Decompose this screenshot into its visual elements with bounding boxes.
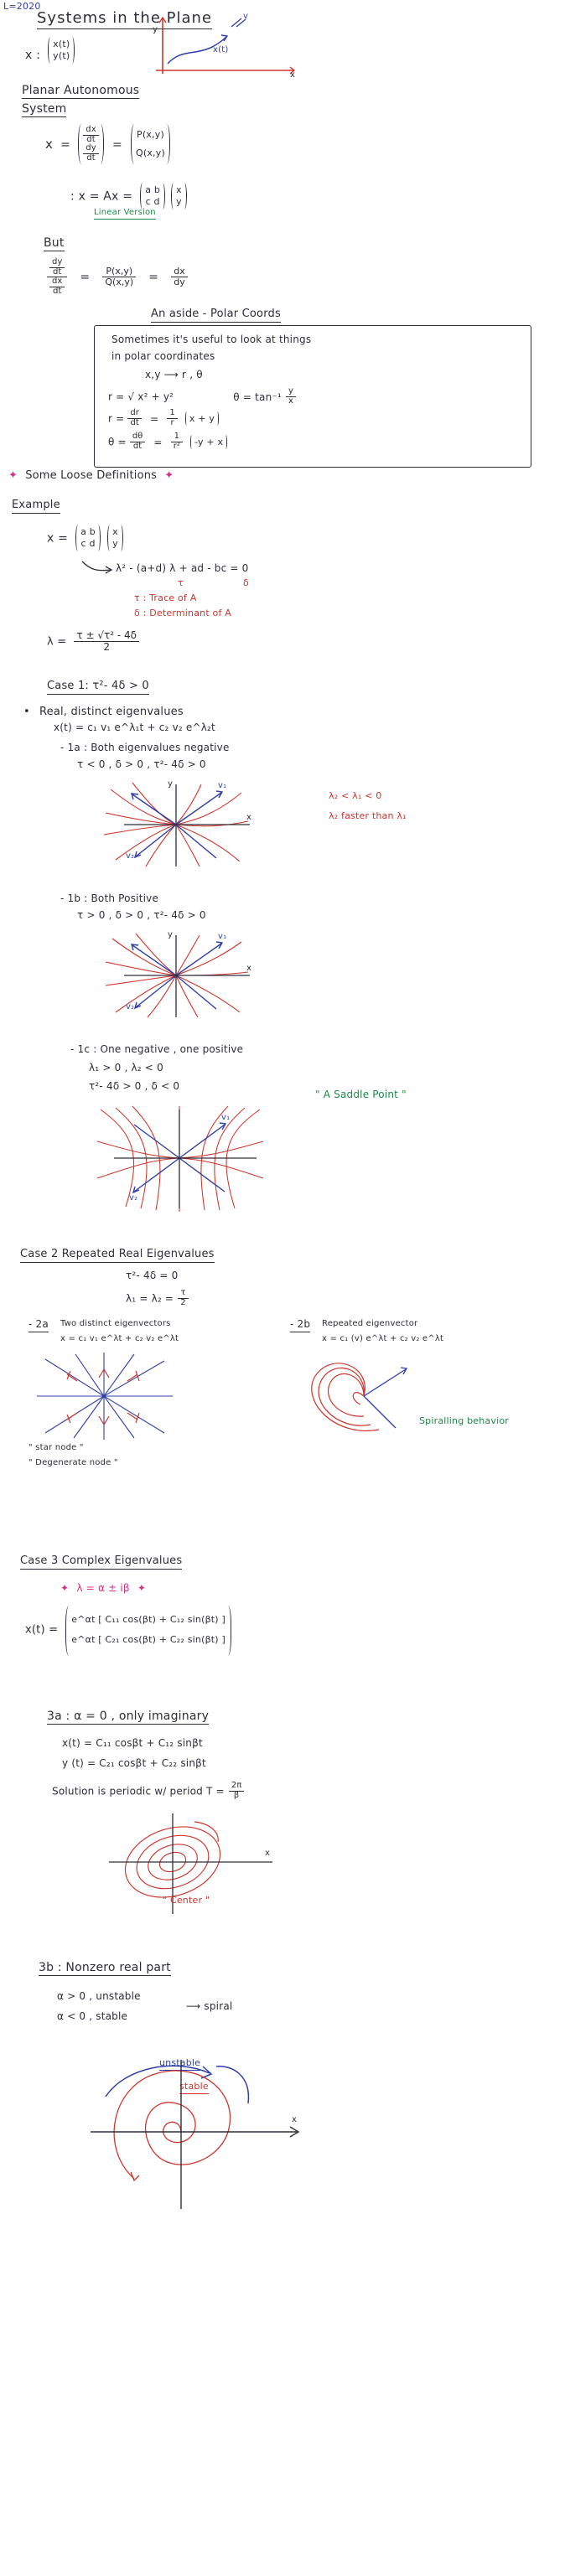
theta-frac-den: x (286, 396, 296, 406)
note-tau: τ : Trace of A (134, 592, 197, 603)
thetadot-lhs: θ = (108, 436, 130, 448)
dydt-over-dxdt (47, 258, 67, 296)
rdot-num: dr (130, 408, 139, 418)
slope-equation (47, 258, 188, 296)
lambda-num: τ ± √τ² - 4δ (76, 629, 137, 641)
case3a-line-2: y (t) = C₂₁ cosβt + C₂₂ sinβt (62, 1757, 206, 1769)
polar-coords-box (94, 325, 531, 468)
polar-line-2: in polar coordinates (111, 349, 215, 362)
vector-xy (171, 183, 187, 209)
tick-label: v (243, 12, 249, 21)
case3b-line-3: ⟶ spiral (186, 2000, 233, 2012)
stable-label: stable (179, 2082, 209, 2094)
period-num: 2π (231, 1781, 242, 1790)
polar-line-3: x,y ⟶ r , θ (145, 368, 203, 380)
rhs-row-1: P(x,y) (137, 129, 164, 141)
case3-subnote: λ = α ± iβ (76, 1582, 130, 1594)
case2b-eq: x = c₁ (v) e^λt + c₂ v₂ e^λt (322, 1334, 444, 1343)
case2-roots-den: 2 (178, 1298, 188, 1308)
rdot-bracket (185, 411, 219, 427)
lambda-formula (47, 630, 139, 652)
A-row-1: a b (145, 184, 161, 195)
case2b-note: Spiralling behavior (419, 1415, 509, 1426)
frac-dy-num: dy (86, 143, 96, 153)
case3-heading: Case 3 Complex Eigenvalues (20, 1555, 182, 1570)
case2-condition: τ²- 4δ = 0 (126, 1270, 179, 1281)
equals-1: = (80, 271, 91, 284)
phase-portrait-spiral (75, 2045, 310, 2221)
case3b-title: 3b : Nonzero real part (39, 1961, 171, 1976)
phase-plane-sketch-1 (134, 12, 302, 79)
case3-sol-row-2: e^αt [ C₂₁ cos(βt) + C₂₂ sin(βt) ] (71, 1633, 225, 1645)
lhs-derivative-matrix (78, 124, 104, 164)
v1-label-1b: v₁ (218, 932, 227, 941)
linear-version-note: Linear Version (94, 208, 156, 220)
vector-label: x : (25, 48, 41, 62)
phase-portrait-degenerate-node (302, 1351, 428, 1441)
definitions-heading: ✦ Some Loose Definitions ✦ (8, 469, 174, 482)
v2-label-1a: v₂ (126, 851, 135, 861)
page-title: Systems in the Plane (37, 10, 212, 29)
matrix-A (140, 183, 165, 209)
system-equation: x = $\frac{dx}{dt}$ $\frac{dy}{dt}$ = P(x,y) Q(x,y) (45, 124, 170, 164)
example-equation (47, 525, 123, 551)
thetadot-num: dθ (132, 432, 143, 442)
case2b-title: - 2b (290, 1319, 310, 1332)
rhs-row-2: Q(x,y) (136, 147, 165, 158)
y-label-1a: y (168, 779, 174, 789)
case1-heading: Case 1: τ²- 4δ > 0 (47, 680, 149, 695)
case3a-line-1: x(t) = C₁₁ cosβt + C₁₂ sinβt (62, 1737, 203, 1749)
rdot-eq: = (149, 412, 159, 425)
rdot-lhs: r = (108, 412, 128, 425)
lambda-den: 2 (74, 641, 139, 653)
case1c-note: " A Saddle Point " (315, 1089, 407, 1100)
rdot-den: dt (127, 418, 141, 428)
equals-2: = (148, 271, 159, 284)
frac-dt2-num: dt (83, 153, 99, 163)
case2a-title: - 2a (29, 1319, 49, 1332)
v1-label-1a: v₁ (218, 781, 227, 790)
example-lhs: x = (47, 531, 69, 546)
case1a-note-2: λ₂ faster than λ₁ (329, 810, 407, 821)
case1c-cond1: λ₁ > 0 , λ₂ < 0 (89, 1062, 163, 1073)
theta-frac (286, 387, 296, 406)
case2a-note-2: " Degenerate node " (29, 1458, 118, 1467)
example-heading: Example (12, 499, 60, 514)
rdot-coef-den: r (167, 418, 177, 428)
dt: dt (49, 267, 65, 277)
exv-row1: x (112, 526, 118, 537)
thetadot-bracket (190, 435, 227, 450)
phase-portrait-center (92, 1808, 285, 1917)
aside-title: An aside - Polar Coords (151, 308, 281, 323)
rdot-bracket-text: x + y (189, 412, 215, 424)
case1-solution: x(t) = c₁ v₁ e^λ₁t + c₂ v₂ e^λ₂t (54, 722, 215, 733)
case3-solution (25, 1606, 231, 1656)
theta-definition: θ = tan⁻¹ (233, 391, 282, 403)
period-den: β (229, 1791, 244, 1801)
characteristic-equation: λ² - (a+d) λ + ad - bc = 0 (116, 562, 249, 574)
x-label-1a: x (246, 813, 252, 822)
vector-matrix (48, 37, 75, 64)
dy: dy (52, 257, 63, 266)
xdot-symbol: x (45, 136, 54, 152)
linear-version-equation (70, 183, 187, 209)
case2a-note-1: " star node " (29, 1443, 84, 1452)
linear-lhs: : x = Ax = (70, 189, 133, 204)
definitions-text: Some Loose Definitions (25, 469, 158, 482)
r-definition: r = √ x² + y² (108, 391, 174, 403)
dx-over-dy (171, 266, 188, 287)
example-matrix-A (75, 525, 101, 551)
phase-portrait-star-node (34, 1351, 176, 1441)
lhs-row-2 (83, 144, 99, 163)
thetadot-coef-den: r² (171, 442, 183, 452)
case1c-title: - 1c : One negative , one positive (70, 1043, 244, 1055)
vector-definition (25, 37, 75, 64)
P-over-Q (102, 266, 136, 287)
case2-roots-num: τ (180, 1288, 186, 1297)
dt2: dt (49, 287, 65, 297)
axis-y-label: y (153, 25, 158, 34)
polar-line-1: Sometimes it's useful to look at things (111, 334, 312, 345)
section-but: But (44, 236, 65, 251)
lhs-row-1 (83, 126, 99, 144)
case3-sol-row-1: e^αt [ C₁₁ cos(βt) + C₁₂ sin(βt) ] (71, 1614, 225, 1625)
unstable-label: unstable (159, 2058, 200, 2071)
case3b-line-2: α < 0 , stable (57, 2010, 128, 2022)
case3-subnote-row: ✦ λ = α ± iβ ✦ (60, 1582, 147, 1594)
case2-roots-lhs: λ₁ = λ₂ = (126, 1292, 174, 1305)
lambda-lhs: λ = (47, 635, 67, 649)
case2a-sub: Two distinct eigenvectors (60, 1319, 171, 1328)
char-eq-arrow (80, 560, 114, 575)
section-planar-autonomous: Planar Autonomous (22, 84, 139, 99)
tau-marker: τ (178, 577, 184, 588)
thetadot-den: dt (130, 442, 145, 452)
case1a-cond: τ < 0 , δ > 0 , τ²- 4δ > 0 (77, 758, 206, 770)
frac-dx-num: dx (86, 125, 96, 134)
case2-roots (126, 1289, 189, 1307)
vec-row-2: y (176, 195, 182, 207)
case3a-title: 3a : α = 0 , only imaginary (47, 1710, 209, 1725)
rdot-definition (108, 409, 522, 432)
theta-frac-num: y (288, 386, 293, 396)
case1a-title: - 1a : Both eigenvalues negative (60, 742, 230, 753)
Q-term: Q(x,y) (102, 277, 136, 287)
thetadot-eq: = (153, 436, 163, 448)
polar-r-theta-defs (108, 387, 522, 409)
thetadot-bracket-text: -y + x (194, 436, 224, 447)
case3-solution-matrix (65, 1606, 231, 1656)
case2a-eq: x = c₁ v₁ e^λt + c₂ v₂ e^λt (60, 1334, 179, 1343)
rhs-field-matrix (131, 124, 170, 164)
phase-portrait-1b (99, 930, 258, 1022)
axis-x-label: x (290, 70, 296, 80)
phase-portrait-1a (99, 779, 258, 872)
case1a-note-1: λ₂ < λ₁ < 0 (329, 790, 382, 801)
dy-final: dy (171, 277, 188, 287)
v1-label-saddle: v₁ (221, 1113, 231, 1122)
P-term: P(x,y) (106, 266, 133, 277)
rdot-coef-num: 1 (169, 408, 175, 418)
case1-bullet-row: • Real, distinct eigenvalues (23, 706, 184, 718)
section-planar-system: System (22, 102, 66, 117)
vector-row-2: y(t) (53, 49, 70, 61)
y-label-1b: y (168, 930, 174, 939)
dx-final: dx (174, 266, 185, 277)
example-vector (107, 525, 123, 551)
case3-solution-lhs: x(t) = (25, 1623, 59, 1637)
case3a-period (52, 1782, 244, 1800)
vec-row-1: x (176, 184, 182, 195)
x-label-1b: x (246, 964, 252, 973)
case3a-x-label: x (265, 1849, 271, 1858)
note-delta: δ : Determinant of A (134, 608, 231, 618)
case2-heading: Case 2 Repeated Real Eigenvalues (20, 1249, 215, 1263)
exA-row1: a b (80, 526, 96, 537)
case3a-period-text: Solution is periodic w/ period T = (52, 1785, 225, 1798)
page-corner-label: L=2020 (3, 1, 41, 12)
case1c-cond2: τ²- 4δ > 0 , δ < 0 (89, 1080, 180, 1092)
phase-portrait-saddle (92, 1104, 268, 1213)
vector-row-1: x(t) (53, 39, 70, 49)
case1-bullet-text: Real, distinct eigenvalues (39, 706, 184, 718)
thetadot-coef-num: 1 (174, 432, 179, 442)
dx: dx (52, 277, 63, 286)
case2b-sub: Repeated eigenvector (322, 1319, 418, 1328)
delta-marker: δ (243, 577, 249, 588)
frac-dt-num: dt (83, 135, 99, 145)
case1b-cond: τ > 0 , δ > 0 , τ²- 4δ > 0 (77, 909, 206, 921)
case1b-title: - 1b : Both Positive (60, 892, 159, 904)
A-row-2: c d (145, 195, 160, 207)
case3b-x-label: x (292, 2115, 298, 2124)
curve-label: x(t) (213, 45, 229, 54)
case3b-line-1: α > 0 , unstable (57, 1990, 141, 2002)
lambda-frac (74, 630, 139, 652)
thetadot-definition (108, 432, 522, 451)
center-label: " Center " (163, 1895, 210, 1906)
exv-row2: y (112, 537, 118, 549)
exA-row2: c d (80, 537, 96, 549)
v2-label-saddle: v₂ (129, 1193, 138, 1203)
v2-label-1b: v₂ (126, 1002, 135, 1011)
